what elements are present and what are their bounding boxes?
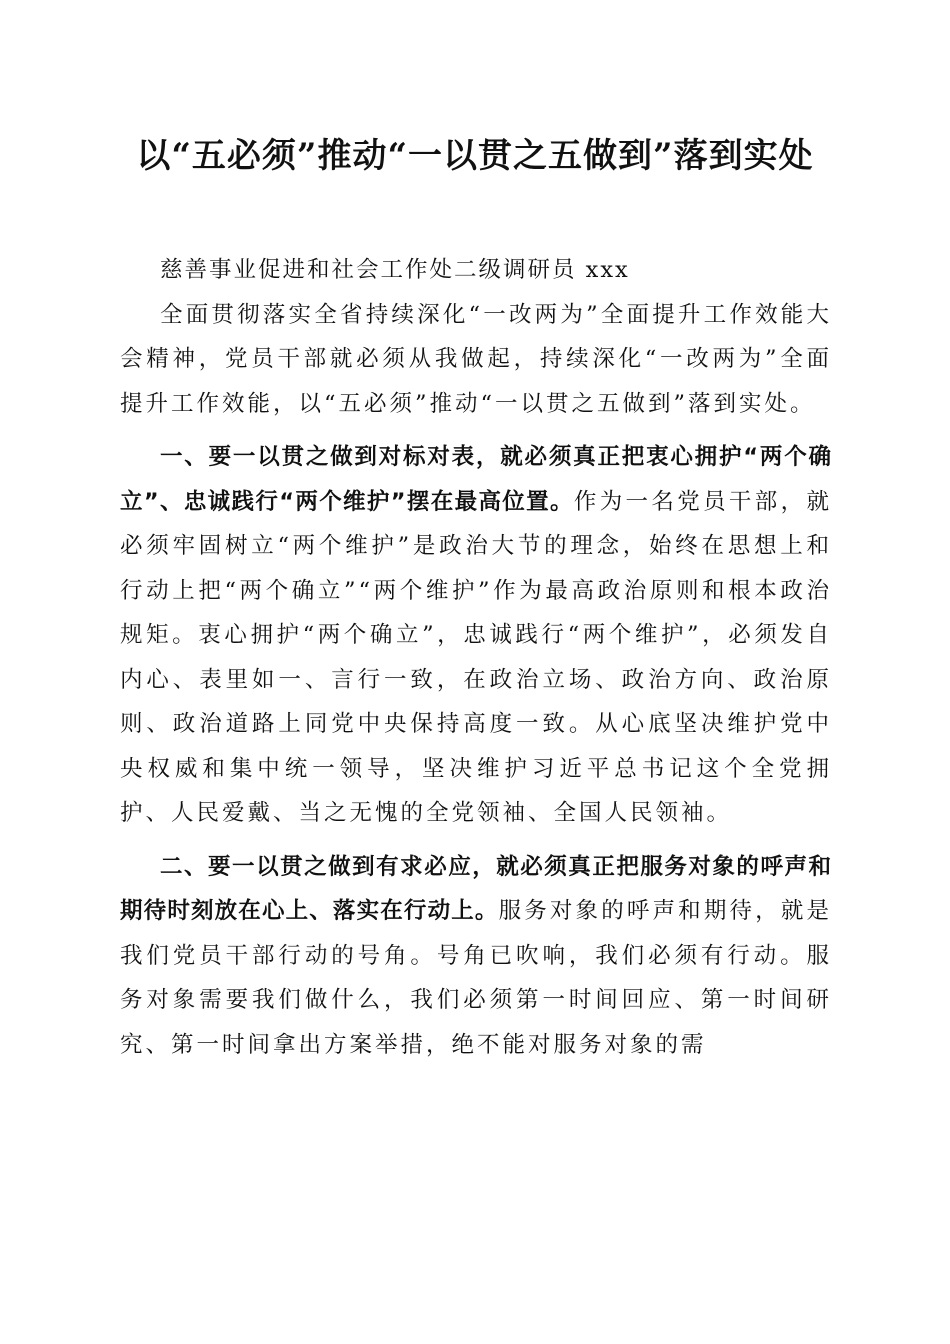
section-2-body: 服务对象的呼声和期待，就是我们党员干部行动的号角。号角已吹响，我们必须有行动。服务对象需要我们做什么，我们必须第一时间回应、第一时间研究、第一时间拿出方案举措，绝不能对服务对象的需 bbox=[120, 898, 832, 1058]
section-1-paragraph bbox=[120, 435, 832, 836]
section-1-heading: 一、要一以贯之做到对标对表，就必须真正把衷心拥护“两个确立”、忠诚践行“两个维护”摆在最高位置。 bbox=[120, 444, 832, 515]
intro-paragraph: 全面贯彻落实全省持续深化“一改两为”全面提升工作效能大会精神，党员干部就必须从我做起，持续深化“一改两为”全面提升工作效能，以“五必须”推动“一以贯之五做到”落到实处。 bbox=[120, 301, 832, 417]
document-body bbox=[120, 248, 832, 1067]
section-1-body: 作为一名党员干部，就必须牢固树立“两个维护”是政治大节的理念，始终在思想上和行动上把“两个确立”“两个维护”作为最高政治原则和根本政治规矩。衷心拥护“两个确立”，忠诚践行“两个维护”，必须发自内心、表里如一、言行一致，在政治立场、政治方向、政治原则、政治道路上同党中央保持高度一致。从心底坚决维护党中央权威和集中统一领导，坚决维护习近平总书记这个全党拥护、人民爱戴、当之无愧的全党领袖、全国人民领袖。 bbox=[120, 488, 832, 826]
author-line: 慈善事业促进和社会工作处二级调研员 xxx bbox=[160, 257, 630, 283]
document-title: 以“五必须”推动“一以贯之五做到”落到实处 bbox=[136, 136, 814, 176]
section-2-heading: 二、要一以贯之做到有求必应，就必须真正把服务对象的呼声和期待时刻放在心上、落实在行动上。 bbox=[120, 853, 832, 924]
section-2-paragraph bbox=[120, 845, 832, 1068]
